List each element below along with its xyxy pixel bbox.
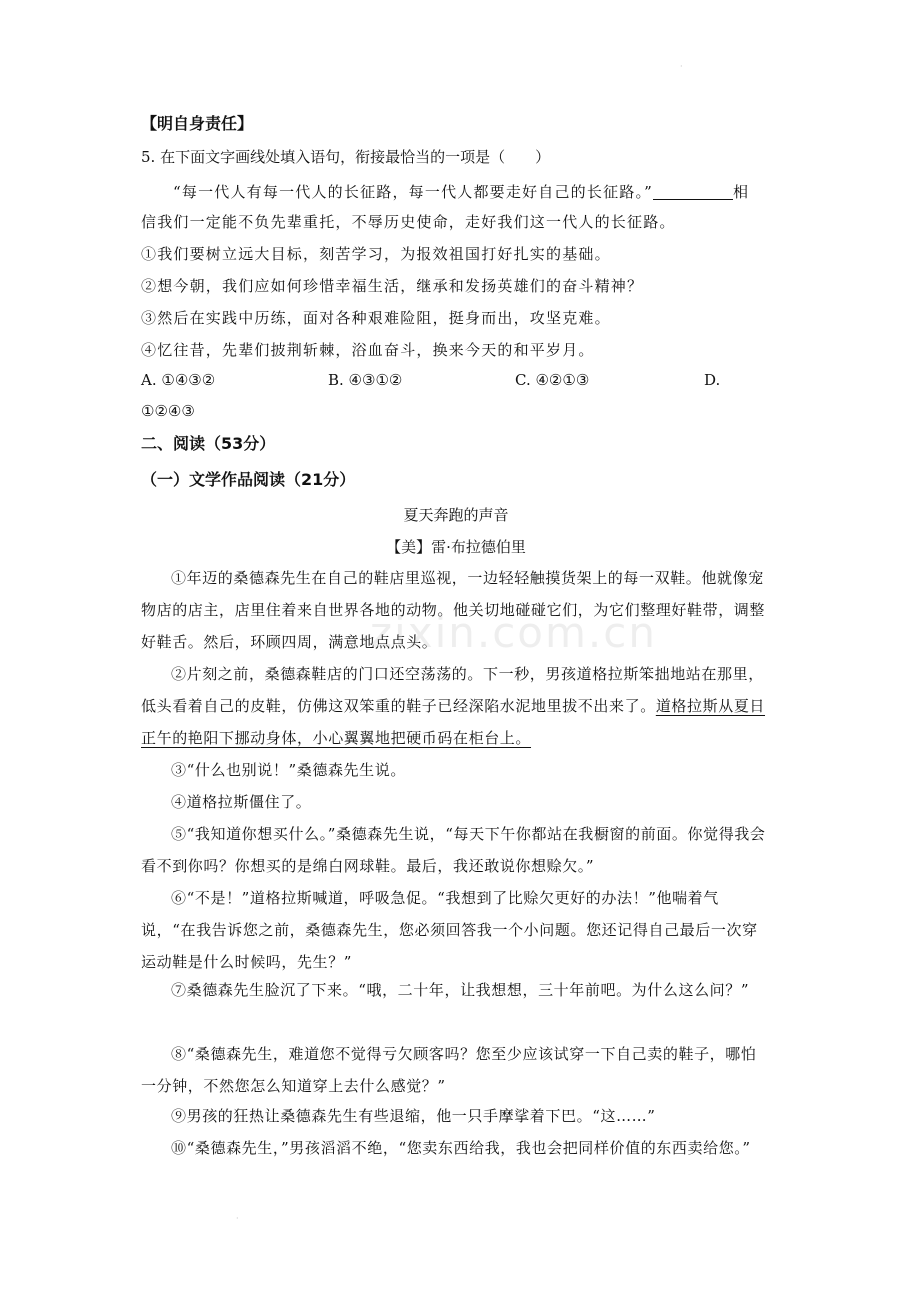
- part-2-title: 二、阅读（53分）: [141, 434, 276, 453]
- question-5-item-2: ②想今朝，我们应如何珍惜幸福生活，继承和发扬英雄们的奋斗精神？: [141, 277, 644, 295]
- subsection-1-title: （一）文学作品阅读（21分）: [141, 470, 356, 489]
- story-title: 夏天奔跑的声音: [403, 506, 509, 524]
- option-d: D.: [704, 371, 721, 389]
- option-c: C. ④②①③: [515, 371, 590, 389]
- option-b: B. ④③①②: [328, 371, 403, 389]
- passage-before-blank: “每一代人有每一代人的长征路，每一代人都要走好自己的长征路。”: [173, 183, 654, 201]
- question-5-item-4: ④忆往昔，先辈们披荆斩棘，浴血奋斗，换来今天的和平岁月。: [141, 341, 595, 359]
- watermark: zixin.com.cn: [370, 608, 657, 657]
- passage-after-blank: 相: [733, 183, 750, 201]
- story-paragraph-8: ⑧“桑德森先生，难道您不觉得亏欠顾客吗？您至少应该试穿一下自己卖的鞋子，哪怕一分钟，不然您怎么知道穿上去什么感觉？”: [141, 1045, 757, 1095]
- story-author: 【美】雷·布拉德伯里: [386, 538, 526, 556]
- story-paragraph-7: ⑦桑德森先生脸沉了下来。“哦，二十年，让我想想，三十年前吧。为什么这么问？”: [171, 981, 750, 999]
- section-header: 【明自身责任】: [141, 114, 254, 133]
- story-paragraph-6: ⑥“不是！”道格拉斯喊道，呼吸急促。“我想到了比赊欠更好的办法！”他喘着气说，“在我告诉您之前，桑德森先生，您必须回答我一个小问题。您还记得自己最后一次穿运动鞋是什么时候吗，先生？”: [141, 889, 758, 971]
- story-paragraph-3: ③“什么也别说！”桑德森先生说。: [171, 761, 406, 779]
- story-paragraph-4: ④道格拉斯僵住了。: [171, 793, 312, 811]
- question-5-passage-line1: [173, 182, 749, 202]
- option-a: A. ①④③②: [141, 371, 216, 389]
- underlined-sentence: 道格拉斯从夏日正午的艳阳下挪动身体，小心翼翼地把硬币码在柜台上。: [141, 697, 766, 747]
- story-paragraph-5: ⑤“我知道你想买什么。”桑德森先生说，“每天下午你都站在我橱窗的前面。你觉得我会看不到你吗？你想买的是绵白网球鞋。最后，我还敢说你想赊欠。”: [141, 825, 766, 875]
- scan-dot: ·: [680, 62, 683, 71]
- question-5-item-1: ①我们要树立远大目标，刻苦学习，为报效祖国打好扎实的基础。: [141, 245, 611, 263]
- story-paragraph-2: [141, 658, 771, 754]
- story-paragraph-10: ⑩“桑德森先生，”男孩滔滔不绝，“您卖东西给我，我也会把同样价值的东西卖给您。”: [171, 1139, 751, 1157]
- scan-dot: ·: [236, 1214, 239, 1223]
- question-5-item-3: ③然后在实践中历练，面对各种艰难险阻，挺身而出，攻坚克难。: [141, 309, 611, 327]
- paragraph-2-text: ②片刻之前，桑德森鞋店的门口还空荡荡的。下一秒，男孩道格拉斯笨拙地站在那里，低头看着自己的皮鞋，仿佛这双笨重的鞋子已经深陷水泥地里拔不出来了。: [141, 665, 764, 715]
- question-5-stem: 5. 在下面文字画线处填入语句，衔接最恰当的一项是（ ）: [141, 148, 551, 166]
- story-paragraph-9: ⑨男孩的狂热让桑德森先生有些退缩，他一只手摩挲着下巴。“这……”: [171, 1107, 656, 1125]
- answer-blank: [653, 183, 733, 200]
- option-d-continued: ①②④③: [141, 402, 195, 420]
- story-paragraph-1: ①年迈的桑德森先生在自己的鞋店里巡视，一边轻轻触摸货架上的每一双鞋。他就像宠物店的店主，店里住着来自世界各地的动物。他关切地碰碰它们，为它们整理好鞋带，调整好鞋舌。然后，环顾四周，满意地点点头。: [141, 569, 766, 651]
- question-5-passage-line2: 信我们一定能不负先辈重托，不辱历史使命，走好我们这一代人的长征路。: [141, 213, 676, 231]
